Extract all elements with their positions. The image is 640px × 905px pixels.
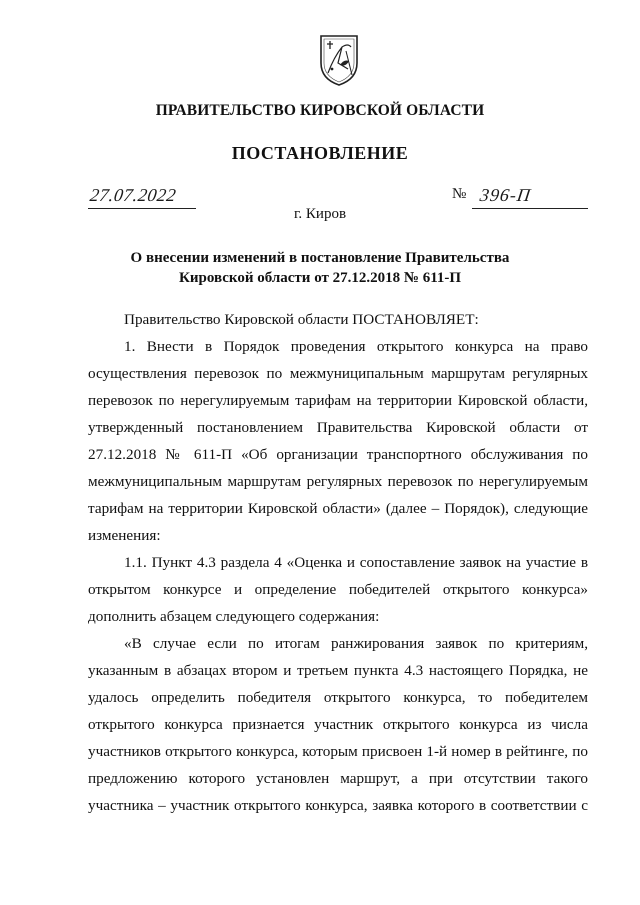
number-sign: № [452, 186, 467, 202]
handwritten-number: 396-П [478, 185, 533, 205]
document-body [88, 306, 588, 819]
subject-line-2: Кировской области от 27.12.2018 № 611-П [178, 270, 462, 286]
coat-of-arms-icon [318, 33, 360, 87]
paragraph-quoted-amendment: «В случае если по итогам ранжирования заявок по критериям, указанным в абзацах втором и третьем пункта 4.3 настоящего Порядка, не удалось определить победителя открытого конкурса, то победителем открытого конкурса признается участник открытого конкурса из числа участников открытого конкурса, которым присвоен 1-й номер в рейтинге, по предложению которого установлен маршрут, а при отсутствии такого участника – участник открытого конкурса, заявка которого в соответствии с [88, 635, 588, 814]
subject-line-1: О внесении изменений в постановление Правительства [130, 250, 510, 266]
government-title: ПРАВИТЕЛЬСТВО КИРОВСКОЙ ОБЛАСТИ [155, 102, 485, 119]
document-type-title: ПОСТАНОВЛЕНИЕ [231, 143, 409, 163]
document-subject [120, 248, 520, 288]
paragraph-item-1-1: 1.1. Пункт 4.3 раздела 4 «Оценка и сопоставление заявок на участие в открытом конкурсе и определение победителей открытого конкурса» дополнить абзацем следующего содержания: [88, 554, 588, 625]
paragraph-item-1: 1. Внести в Порядок проведения открытого конкурса на право осуществления перевозок по межмуниципальным маршрутам регулярных перевозок по нерегулируемым тарифам на территории Кировской области, утвержденный постановлением Правительства Кировской области от 27.12.2018 № 611-П «Об организации транспортного обслуживания по межмуниципальным маршрутам регулярных перевозок по нерегулируемым тарифам на территории Кировской области» (далее – Порядок), следующие изменения: [88, 338, 588, 544]
city-label: г. Киров [293, 206, 347, 222]
handwritten-date: 27.07.2022 [88, 185, 178, 205]
paragraph-resolves: Правительство Кировской области ПОСТАНОВЛЯЕТ: [124, 311, 479, 328]
